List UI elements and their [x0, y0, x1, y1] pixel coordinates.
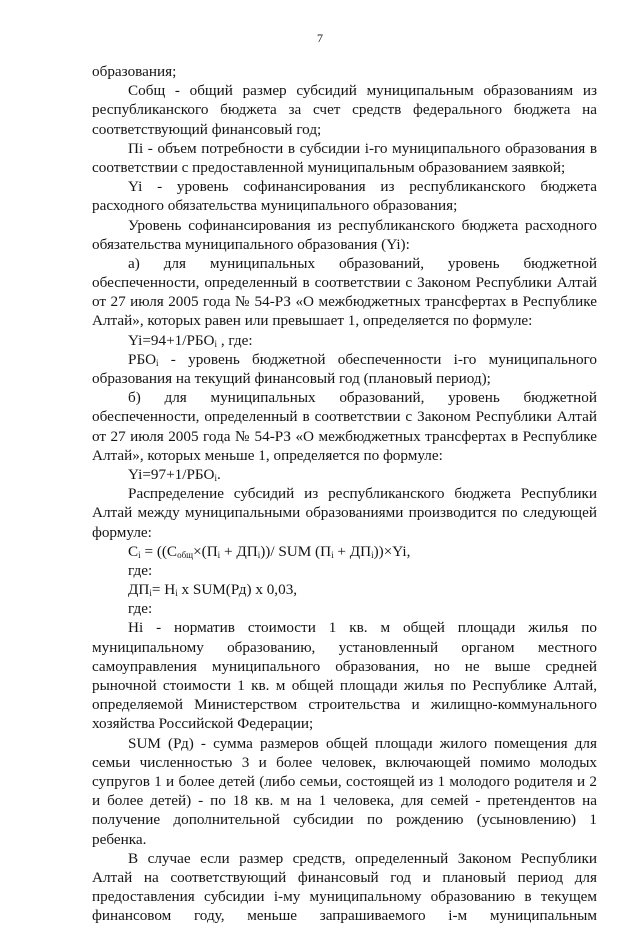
document-body — [92, 62, 597, 925]
text-line: получение дополнительной субсидии по рождению (усыновлению) 1 — [92, 811, 597, 829]
text-line: Алтай», которых равен или превышает 1, определяется по формуле: — [92, 312, 533, 330]
definition-c-total: Cобщ - общий размер субсидий муниципальным образованиям из — [128, 82, 597, 100]
text-line: предоставления субсидии i-му муниципальному образованию в текущем — [92, 888, 597, 906]
definition-sum-rd: SUM (Рд) - сумма размеров общей площади жилого помещения для — [128, 734, 597, 752]
text-line: формуле: — [92, 523, 152, 541]
formula-yi-94: $Yi=94+1/РБО_i$ , где: — [128, 331, 253, 349]
definition-rbo-i: $РБО_i$ - уровень бюджетной обеспеченности i-го муниципального — [128, 350, 597, 368]
definition-n-i: Нi - норматив стоимости 1 кв. м общей площади жилья по — [128, 619, 597, 637]
definition-y-i: Yi - уровень софинансирования из республиканского бюджета — [128, 178, 597, 196]
formula-ci: $C_i = ((C_{общ}\times(П_i + ДП_i))/$ SUM $(П_i + ДП_i))\times Yi$, — [128, 542, 411, 560]
text-line: супругов 1 и более детей (либо семьи, состоящей из 1 молодого родителя и 2 — [92, 772, 597, 790]
text-line: муниципальному образованию, установленный органом местного — [92, 638, 597, 656]
text-line: обеспеченности, определенный в соответствии с Законом Республики Алтай — [92, 274, 597, 292]
where-label: где: — [128, 561, 153, 579]
text-line: рыночной стоимости 1 кв. м общей площади жилья по Республике Алтай, — [92, 677, 597, 694]
text-line: от 27 июля 2005 года № 54-РЗ «О межбюджетных трансфертах в Республике — [92, 427, 597, 445]
item-b: б) для муниципальных образований, уровень бюджетной — [128, 389, 597, 407]
text-line: образования на текущий финансовый год (плановый период); — [92, 370, 491, 387]
text-line: Алтай на соответствующий финансовый год и плановый период для — [92, 868, 597, 886]
text-line: финансовом году, меньше запрашиваемого i-м муниципальным — [92, 907, 597, 925]
text-line: соответствии с предоставленной муниципальным образованием заявкой; — [92, 158, 566, 176]
paragraph-distribution: Распределение субсидий из республиканского бюджета Республики — [128, 485, 597, 503]
formula-dp-i: $ДП_i= Н_i$ x SUM(Рд) x 0,03, — [128, 581, 298, 599]
text-line: обязательства муниципального образования (Yi): — [92, 235, 410, 253]
item-a: а) для муниципальных образований, уровень бюджетной — [128, 254, 597, 272]
text-line: ребенка. — [92, 830, 147, 848]
text-line: самоуправления муниципального образования, но не выше средней — [92, 657, 597, 675]
text-line: определяемой Министерством строительства и жилищно-коммунального — [92, 696, 597, 714]
text-line: от 27 июля 2005 года № 54-РЗ «О межбюджетных трансфертах в Республике — [92, 293, 597, 311]
paragraph-insufficient-funds: В случае если размер средств, определенный Законом Республики — [128, 849, 597, 867]
text-line: образования; — [92, 63, 177, 80]
text-line: хозяйства Российской Федерации; — [92, 715, 314, 733]
text-line: республиканского бюджета за счет средств федерального бюджета на — [92, 101, 597, 119]
text-line: соответствующий финансовый год; — [92, 120, 322, 138]
paragraph-cofinancing-level: Уровень софинансирования из республиканского бюджета расходного — [128, 216, 597, 234]
where-label: где: — [128, 600, 153, 618]
text-line: расходного обязательства муниципального образования; — [92, 197, 458, 215]
definition-p-i: Пi - объем потребности в субсидии i-го муниципального образования в — [128, 139, 597, 157]
text-line: обеспеченности, определенный в соответствии с Законом Республики Алтай — [92, 408, 597, 426]
text-line: семьи численностью 3 и более человек, включающей помимо молодых — [92, 753, 597, 771]
text-line: и более детей) - по 18 кв. м на 1 человека, для семей - претендентов на — [92, 792, 597, 810]
text-line: Алтай между муниципальными образованиями производится по следующей — [92, 504, 597, 522]
text-line: Алтай», которых меньше 1, определяется по формуле: — [92, 446, 443, 464]
formula-yi-97: $Yi=97+1/РБО_i$. — [128, 465, 221, 483]
page-number: 7 — [317, 31, 323, 45]
